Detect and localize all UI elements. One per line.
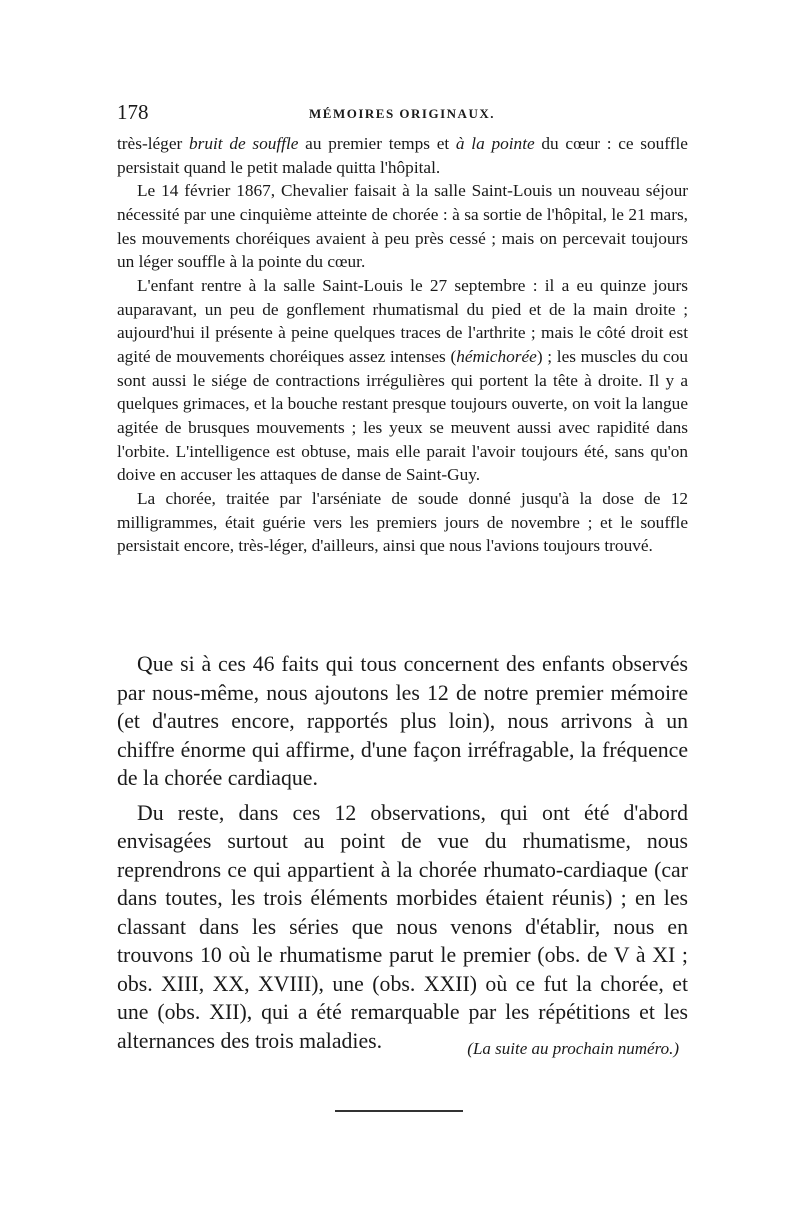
main-body-text <box>117 650 688 1055</box>
italic-term: bruit de souffle <box>188 134 299 153</box>
paragraph <box>117 274 688 487</box>
text-run: au premier temps et <box>298 134 456 153</box>
continuation-note: (La suite au prochain numéro.) <box>467 1039 679 1058</box>
paragraph <box>117 132 688 179</box>
page-number: 178 <box>117 100 149 124</box>
text-run: du cœur : ce souffle persistait quand le petit malade quitta l'hôpital. <box>117 134 688 177</box>
case-observation-text <box>117 132 688 558</box>
italic-term: à la pointe <box>455 134 535 153</box>
italic-term: hémichorée <box>456 346 537 366</box>
paragraph: Le 14 février 1867, Chevalier faisait à la salle Saint-Louis un nouveau séjour nécessité par une cinquième atteinte de chorée : à sa sortie de l'hôpital, le 21 mars, les mouvements choréiques avaient à peu près cessé ; mais on percevait toujours un léger souffle à la pointe du cœur. <box>117 181 688 272</box>
text-run: très-léger <box>117 134 189 153</box>
text-run: L'enfant rentre à la salle Saint-Louis le 27 septembre : il a eu quinze jours auparavant, un peu de gonflement rhumatismal du pied et de la main droite ; aujourd'hui il présente à peine quelques traces de l'arthrite ; mais le côté droit est agité de mouvements choréiques assez intenses ( <box>117 275 688 366</box>
text-run: ) ; les muscles du cou sont aussi le siége de contractions irrégulières qui portent la tête à droite. Il y a quelques grimaces, et la bouche restant presque toujours ouverte, on voit la langue agitée de brusques mouvements ; les yeux se meuvent aussi avec rapidité dans l'orbite. L'intelligence est obtuse, mais elle parait l'avoir toujours été, sans qu'on doive en accuser les attaques de danse de Saint-Guy. <box>117 346 689 485</box>
paragraph: Du reste, dans ces 12 observations, qui ont été d'abord envisagées surtout au point de vue du rhumatisme, nous reprendrons ce qui appartient à la chorée rhumato-cardiaque (car dans toutes, les trois éléments morbides étaient réunis) ; en les classant dans les séries que nous venons d'établir, nous en trouvons 10 où le rhumatisme parut le premier (obs. de V à XI ; obs. XIII, XX, XVIII), une (obs. XXII) où ce fut la chorée, et une (obs. XII), qui a été remarquable par les répétitions et les alternances des trois maladies. <box>117 800 688 1053</box>
paragraph: La chorée, traitée par l'arséniate de soude donné jusqu'à la dose de 12 milligrammes, était guérie vers les premiers jours de novembre ; et le souffle persistait encore, très-léger, d'ailleurs, ainsi que nous l'avions toujours trouvé. <box>117 488 688 556</box>
paragraph: Que si à ces 46 faits qui tous concernent des enfants observés par nous-même, nous ajoutons les 12 de notre premier mémoire (et d'autres encore, rapportés plus loin), nous arrivons à un chiffre énorme qui affirme, d'une façon irréfragable, la fréquence de la chorée cardiaque. <box>117 652 688 790</box>
horizontal-rule <box>335 1110 463 1112</box>
page-header <box>117 100 687 126</box>
running-title: MÉMOIRES ORIGINAUX. <box>309 106 495 121</box>
